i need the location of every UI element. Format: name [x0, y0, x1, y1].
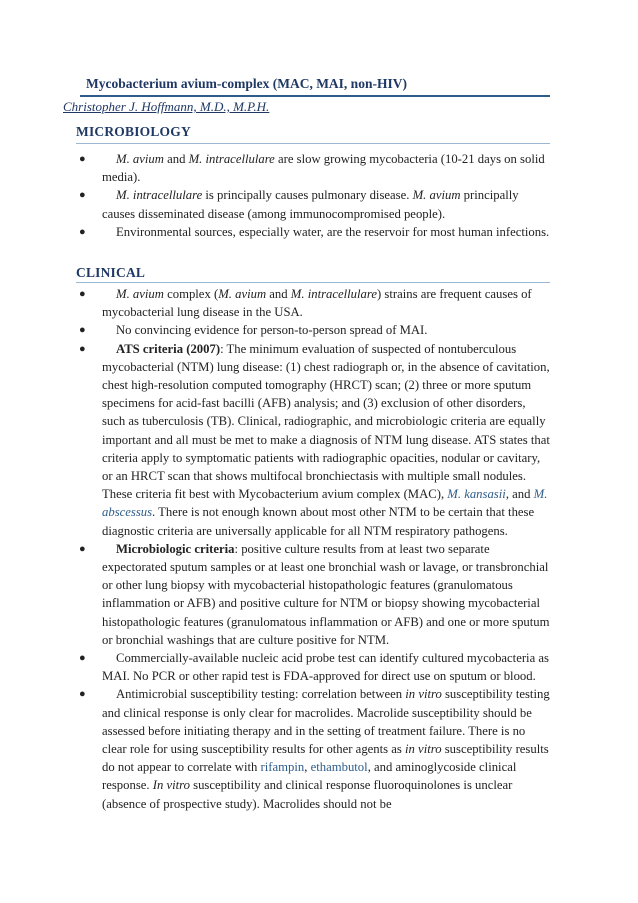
author-link[interactable]: Christopher J. Hoffmann, M.D., M.P.H. — [63, 99, 270, 114]
list-item — [76, 540, 550, 649]
organism-name: M. avium — [218, 287, 267, 301]
section-divider-microbiology — [76, 143, 550, 144]
text-run: complex ( — [163, 287, 219, 301]
organism-link[interactable]: M. abscessus — [102, 487, 548, 520]
text-run: Commercially-available nucleic acid probe test can identify cultured mycobacteria as MAI. No PCR or other rapid test is FDA-approved for direct use on sputum or blood. — [102, 651, 549, 684]
bullet-icon: ● — [79, 153, 86, 165]
list-item — [76, 685, 550, 812]
list-item — [76, 223, 550, 241]
list-item — [76, 649, 550, 685]
clinical-list — [76, 285, 550, 813]
microbiology-list — [76, 150, 550, 241]
list-item — [76, 340, 550, 540]
text-run: susceptibility testing and clinical response is only clear for macrolides. Macrolide susceptibility should be assessed before initiating therapy and in the setting of treatment failure. There is no clear role for using susceptibility results for other agents as — [102, 687, 550, 757]
text-run: principally causes disseminated disease (among immunocompromised people). — [102, 188, 519, 221]
text-run: susceptibility and clinical response fluoroquinolones is unclear (absence of prospective study). Macrolides should not be — [102, 778, 513, 811]
organism-name: M. intracellulare — [188, 152, 275, 166]
bullet-icon: ● — [79, 288, 86, 300]
criteria-heading: Microbiologic criteria — [116, 541, 235, 556]
section-divider-clinical — [76, 282, 550, 283]
text-run: Antimicrobial susceptibility testing: correlation between — [116, 687, 406, 702]
text-run: is principally causes pulmonary disease. — [202, 188, 413, 203]
organism-name: M. intracellulare — [116, 188, 203, 203]
bullet-icon: ● — [79, 542, 86, 555]
bullet-icon: ● — [79, 189, 86, 202]
text-run: and — [266, 287, 291, 301]
section-heading-microbiology: MICROBIOLOGY — [76, 124, 191, 139]
text-run: . There is not enough known about most other NTM to be certain that these diagnostic criteria are universally applicable for all NTM respiratory pathogens. — [102, 505, 535, 538]
list-item — [76, 285, 550, 321]
latin-term: in vitro — [405, 687, 442, 702]
bullet-icon: ● — [79, 225, 86, 238]
bullet-icon: ● — [79, 688, 86, 701]
text-run: , and aminoglycoside clinical response. — [102, 760, 517, 793]
text-run: Environmental sources, especially water, are the reservoir for most human infections. — [116, 224, 550, 239]
title-divider — [80, 95, 550, 97]
drug-link-ethambutol[interactable]: ethambutol — [310, 760, 368, 775]
text-run: : positive culture results from at least two separate expectorated sputum samples or at least one bronchial wash or lavage, or transbronchial or other lung biopsy with mycobacterial histopathologic features (granulomatous inflammation or AFB) and positive culture for NTM or biopsy showing mycobacterial histopathologic features (granulomatous inflammation or AFB) and one or more sputum or bronchial washings that are culture positive for NTM. — [102, 541, 550, 647]
drug-link-rifampin[interactable]: rifampin — [260, 760, 305, 775]
text-run: ) strains are frequent causes of mycobacterial lung disease in the USA. — [102, 287, 532, 320]
bullet-icon: ● — [79, 652, 86, 665]
text-run: , and — [505, 487, 534, 502]
bullet-icon: ● — [79, 324, 86, 337]
text-run: : The minimum evaluation of suspected of nontuberculous mycobacterial (NTM) lung disease: (1) chest radiograph or, in the absence of cavitation, chest high-resolution computed tomography (HRCT) scan; (2) three or more sputum specimens for acid-fast bacilli (AFB) analysis; and (3) exclusion of other disorders, such as tuberculosis (TB). Clinical, radiographic, and microbiologic criteria are equally important and all must be met to make a diagnosis of NTM lung disease. ATS states that criteria apply to symptomatic patients with radiographic opacities, nodular or cavitary, or an HRCT scan that shows multifocal bronchiectasis with multiple small nodules. These criteria fit best with Mycobacterium avium complex (MAC), — [102, 341, 550, 502]
criteria-heading: ATS criteria (2007) — [116, 341, 221, 356]
latin-term: in vitro — [405, 742, 442, 757]
section-heading-clinical: CLINICAL — [76, 265, 146, 280]
list-item — [76, 321, 550, 339]
organism-name: M. avium — [116, 152, 164, 166]
organism-name: M. avium — [412, 188, 461, 203]
text-run: susceptibility results do not appear to correlate with — [102, 742, 549, 775]
list-item — [76, 186, 550, 222]
text-run: , — [304, 760, 311, 775]
document-title: Mycobacterium avium-complex (MAC, MAI, non-HIV) — [86, 76, 407, 91]
text-run: and — [163, 152, 189, 166]
latin-term: In vitro — [152, 778, 190, 793]
organism-name: M. intracellulare — [290, 287, 377, 301]
organism-link[interactable]: M. kansasii — [447, 487, 506, 502]
text-run: are slow growing mycobacteria (10-21 days on solid media). — [102, 152, 545, 185]
organism-name: M. avium — [116, 287, 164, 301]
text-run: No convincing evidence for person-to-person spread of MAI. — [116, 323, 428, 338]
bullet-icon: ● — [79, 342, 86, 355]
list-item — [76, 150, 550, 186]
